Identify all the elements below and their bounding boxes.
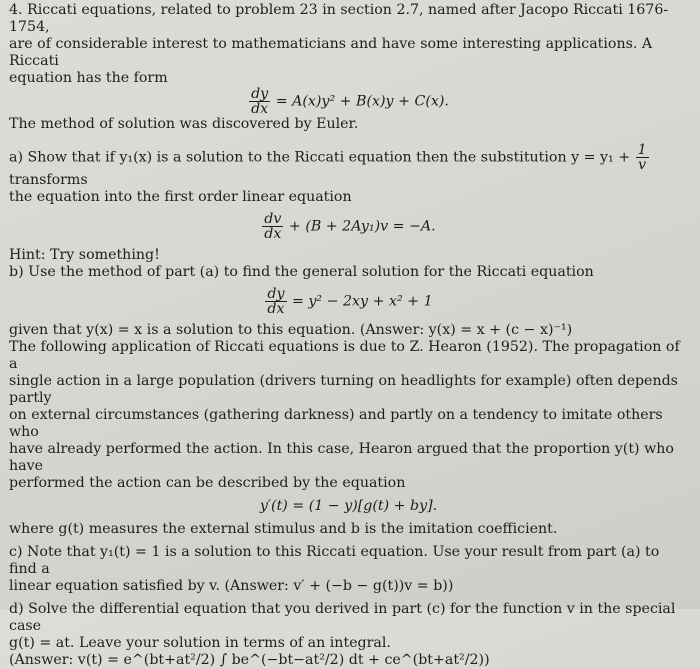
part-d-line-1: d) Solve the differential equation that you derived in part (c) for the function v in the special case: [9, 601, 676, 634]
part-d-answer: (Answer: v(t) = e^(bt+at²/2) ∫ be^(−bt−at²/2) dt + ce^(bt+at²/2)): [9, 652, 490, 668]
part-b-line: b) Use the method of part (a) to find the general solution for the Riccati equation: [9, 264, 594, 280]
riccati-equation: $\frac{dy}{dx}$ = A(x)y² + B(x)y + C(x).: [251, 86, 449, 117]
euler-line: The method of solution was discovered by Euler.: [9, 116, 359, 132]
part-b-equation: $\frac{dy}{dx}$ = y² − 2xy + x² + 1: [267, 286, 433, 317]
intro-line-1: 4. Riccati equations, related to problem 23 in section 2.7, named after Jacopo Riccati 1676-1754,: [9, 2, 669, 35]
part-d-line-2: g(t) = at. Leave your solution in terms of an integral.: [9, 635, 391, 651]
part-a-line-2: the equation into the first order linear equation: [9, 189, 352, 205]
part-c-line-1: c) Note that y₁(t) = 1 is a solution to this Riccati equation. Use your result from part (a) to find a: [9, 544, 660, 577]
linear-equation: $\frac{dv}{dx}$ + (B + 2Ay₁)v = −A.: [264, 211, 436, 242]
intro-line-3: equation has the form: [9, 70, 168, 86]
dy-dx-fraction: $\frac{dy}{dx}$: [251, 86, 269, 117]
hearon-line-5: performed the action can be described by the equation: [9, 475, 406, 491]
where-line: where g(t) measures the external stimulus and b is the imitation coefficient.: [9, 521, 558, 537]
hearon-equation: y′(t) = (1 − y)[g(t) + by].: [259, 498, 438, 514]
one-over-v-fraction: $\frac{1}{v}$: [637, 142, 647, 173]
hearon-line-2: single action in a large population (drivers turning on headlights for example) often depends partly: [9, 373, 678, 406]
hearon-line-4: have already performed the action. In this case, Hearon argued that the proportion y(t) who have: [9, 441, 674, 474]
dy-dx-fraction-b: $\frac{dy}{dx}$: [267, 286, 285, 317]
hint-line: Hint: Try something!: [9, 247, 160, 263]
part-c-line-2: linear equation satisfied by v. (Answer: v′ + (−b − g(t))v = b)): [9, 578, 454, 594]
dv-dx-fraction: $\frac{dv}{dx}$: [264, 211, 282, 242]
hearon-line-1: The following application of Riccati equations is due to Z. Hearon (1952). The propagation of a: [9, 339, 680, 372]
intro-line-2: are of considerable interest to mathematicians and have some interesting applications. A Riccati: [9, 36, 653, 69]
part-a-line-1: a) Show that if y₁(x) is a solution to the Riccati equation then the substitution y = y₁ + $\frac{1}{v}$ transforms: [9, 142, 647, 188]
hearon-line-3: on external circumstances (gathering darkness) and partly on a tendency to imitate others who: [9, 407, 663, 440]
given-line: given that y(x) = x is a solution to this equation. (Answer: y(x) = x + (c − x)⁻¹): [9, 322, 573, 338]
